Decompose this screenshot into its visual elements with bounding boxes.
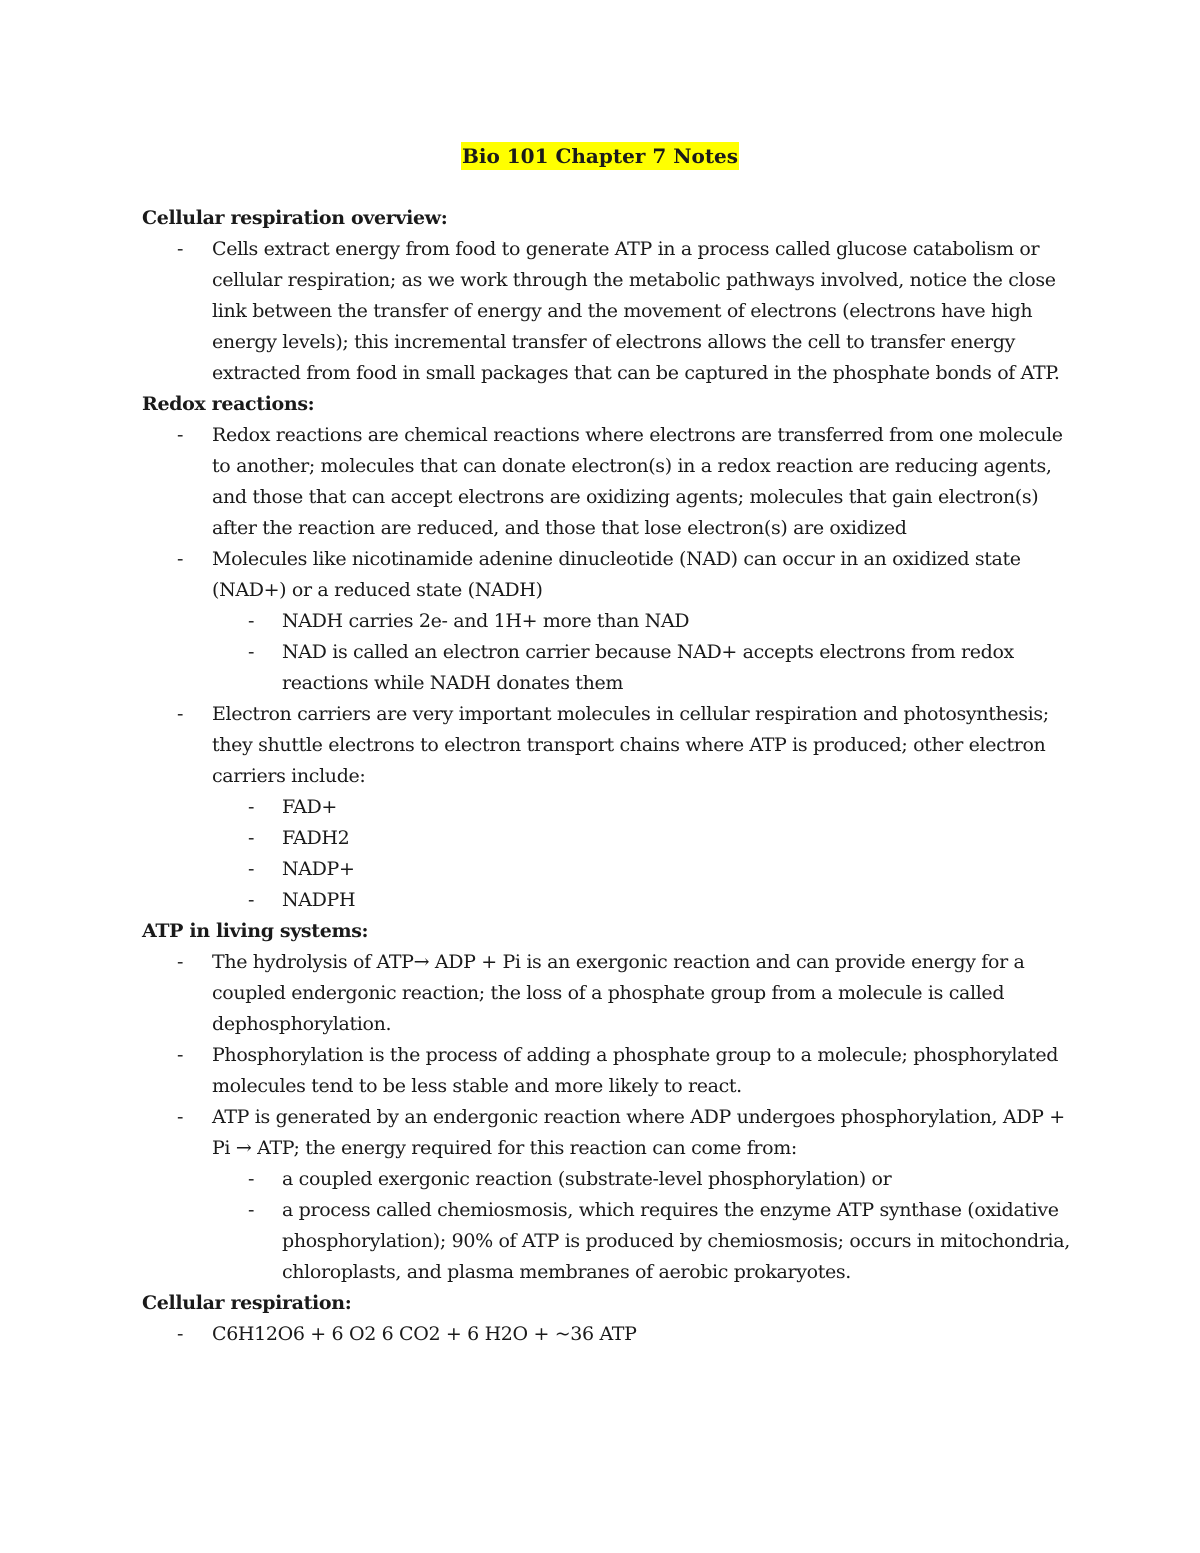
sub-bullet-item — [212, 854, 1072, 885]
bullet-dash: - — [177, 238, 184, 260]
bullet-dash: - — [248, 827, 255, 849]
bullet-list — [142, 234, 1072, 389]
bullet-text: Phosphorylation is the process of adding a phosphate group to a molecule; phosphorylated molecules tend to be less stable and more likely to react. — [212, 1044, 1059, 1097]
bullet-dash: - — [248, 796, 255, 818]
section-heading: Cellular respiration: — [142, 1292, 352, 1314]
bullet-dash: - — [177, 548, 184, 570]
bullet-dash: - — [177, 424, 184, 446]
sub-bullet-item — [212, 606, 1072, 637]
sub-bullet-item — [212, 885, 1072, 916]
notes-section — [142, 1288, 1072, 1350]
notes-section — [142, 916, 1072, 1288]
bullet-dash: - — [177, 1044, 184, 1066]
sub-bullet-item — [212, 637, 1072, 699]
title-row — [0, 142, 1200, 170]
bullet-item — [142, 947, 1072, 1040]
bullet-item — [142, 544, 1072, 699]
notes-section — [142, 203, 1072, 389]
sub-bullet-text: a coupled exergonic reaction (substrate-level phosphorylation) or — [282, 1168, 892, 1190]
bullet-text: Redox reactions are chemical reactions where electrons are transferred from one molecule to another; molecules that can donate electron(s) in a redox reaction are reducing agents, and those that can accept electrons are oxidizing agents; molecules that gain electron(s) after the reaction are reduced, and those that lose electron(s) are oxidized — [212, 424, 1063, 539]
bullet-item — [142, 1319, 1072, 1350]
sub-bullet-list — [212, 792, 1072, 916]
sub-bullet-text: FADH2 — [282, 827, 350, 849]
sub-bullet-text: a process called chemiosmosis, which requires the enzyme ATP synthase (oxidative phosphorylation); 90% of ATP is produced by chemiosmosis; occurs in mitochondria, chloroplasts, and plasma membranes of aerobic prokaryotes. — [282, 1199, 1070, 1283]
bullet-dash: - — [248, 1199, 255, 1221]
bullet-list — [142, 947, 1072, 1288]
section-heading: Cellular respiration overview: — [142, 207, 448, 229]
bullet-dash: - — [248, 858, 255, 880]
sub-bullet-item — [212, 1164, 1072, 1195]
bullet-dash: - — [177, 1323, 184, 1345]
sub-bullet-text: NAD is called an electron carrier because NAD+ accepts electrons from redox reactions while NADH donates them — [282, 641, 1014, 694]
document-title: Bio 101 Chapter 7 Notes — [461, 144, 739, 168]
notes-body — [142, 203, 1072, 1350]
sub-bullet-item — [212, 792, 1072, 823]
sub-bullet-list — [212, 1164, 1072, 1288]
sub-bullet-list — [212, 606, 1072, 699]
bullet-text: Electron carriers are very important molecules in cellular respiration and photosynthesis; they shuttle electrons to electron transport chains where ATP is produced; other electron carriers include: — [212, 703, 1049, 787]
sub-bullet-item — [212, 823, 1072, 854]
bullet-item — [142, 699, 1072, 916]
bullet-text: ATP is generated by an endergonic reaction where ADP undergoes phosphorylation, ADP + Pi → ATP; the energy required for this reaction can come from: — [212, 1106, 1065, 1159]
bullet-item — [142, 234, 1072, 389]
bullet-item — [142, 420, 1072, 544]
bullet-dash: - — [177, 1106, 184, 1128]
sub-bullet-text: NADP+ — [282, 858, 355, 880]
bullet-dash: - — [248, 610, 255, 632]
sub-bullet-text: NADPH — [282, 889, 356, 911]
bullet-list — [142, 420, 1072, 916]
section-heading: Redox reactions: — [142, 393, 315, 415]
notes-section — [142, 389, 1072, 916]
bullet-dash: - — [248, 1168, 255, 1190]
bullet-text: Cells extract energy from food to generate ATP in a process called glucose catabolism or cellular respiration; as we work through the metabolic pathways involved, notice the close link between the transfer of energy and the movement of electrons (electrons have high energy levels); this incremental transfer of electrons allows the cell to transfer energy extracted from food in small packages that can be captured in the phosphate bonds of ATP. — [212, 238, 1060, 384]
bullet-item — [142, 1102, 1072, 1288]
bullet-list — [142, 1319, 1072, 1350]
bullet-text: C6H12O6 + 6 O2 6 CO2 + 6 H2O + ~36 ATP — [212, 1323, 637, 1345]
bullet-item — [142, 1040, 1072, 1102]
sub-bullet-item — [212, 1195, 1072, 1288]
sub-bullet-text: FAD+ — [282, 796, 338, 818]
bullet-dash: - — [177, 703, 184, 725]
bullet-dash: - — [177, 951, 184, 973]
section-heading: ATP in living systems: — [142, 920, 369, 942]
bullet-text: The hydrolysis of ATP→ ADP + Pi is an exergonic reaction and can provide energy for a coupled endergonic reaction; the loss of a phosphate group from a molecule is called dephosphorylation. — [212, 951, 1025, 1035]
bullet-dash: - — [248, 889, 255, 911]
bullet-dash: - — [248, 641, 255, 663]
sub-bullet-text: NADH carries 2e- and 1H+ more than NAD — [282, 610, 690, 632]
bullet-text: Molecules like nicotinamide adenine dinucleotide (NAD) can occur in an oxidized state (NAD+) or a reduced state (NADH) — [212, 548, 1021, 601]
